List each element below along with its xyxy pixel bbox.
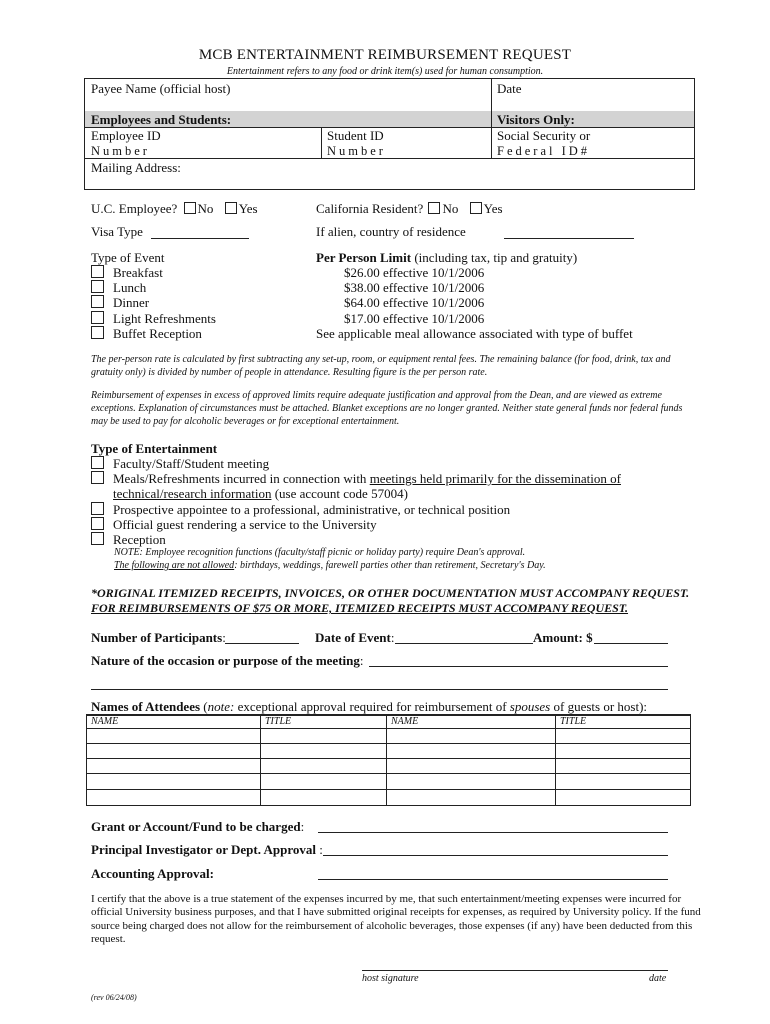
nature-input-line[interactable] [369,666,668,667]
table-row [86,789,691,790]
visitors-only-header: Visitors Only: [497,112,575,127]
ent-official-guest-checkbox[interactable] [91,517,104,530]
ent-meals-refreshments[interactable] [91,471,711,486]
ent-meals-refreshments-checkbox[interactable] [91,471,104,484]
grant-label: Grant or Account/Fund to be charged [91,819,301,834]
ent-faculty-meeting-checkbox[interactable] [91,456,104,469]
attendees-table-divider-3 [555,716,556,805]
event-buffet-reception[interactable] [91,326,216,341]
table-row [86,743,691,744]
date-of-event-label: Date of Event [315,630,391,645]
note-not-allowed [114,560,546,571]
receipts-notice-1: *ORIGINAL ITEMIZED RECEIPTS, INVOICES, OR OTHER DOCUMENTATION MUST ACCOMPANY REQUEST. [91,586,690,600]
federal-id-label: Federal ID# [497,144,591,158]
uc-employee-yes-label: Yes [238,201,258,216]
receipts-notice-2: FOR REIMBURSEMENTS OF $75 OR MORE, ITEMIZED RECEIPTS MUST ACCOMPANY REQUEST. [91,601,629,615]
event-dinner-label: Dinner [113,295,150,311]
uc-employee-no-label: No [197,201,214,216]
event-breakfast-checkbox[interactable] [91,265,104,278]
type-of-entertainment-heading: Type of Entertainment [91,441,218,456]
amount-label: Amount: $ [533,630,593,645]
ent-prospective-appointee-checkbox[interactable] [91,502,104,515]
event-lunch-checkbox[interactable] [91,280,104,293]
alien-country-label: If alien, country of residence [316,224,466,239]
pi-colon: : [315,842,323,857]
certification-statement: I certify that the above is a true statement of the expenses incurred by me, that such entertainment/meeting expenses were incurred for official University business purposes, and that I have submitted original receipts for expenses, as required by University policy. If the fund source being charged does not allow for the reimbursement of alcoholic beverages, those expenses (if any) have been deducted from this request. [91,893,701,946]
ca-resident-no-checkbox[interactable] [428,202,440,214]
limit-breakfast: $26.00 effective 10/1/2006 [344,265,485,280]
ent-faculty-meeting[interactable] [91,456,711,471]
date-field[interactable]: Date [497,81,522,96]
ent-reception-label: Reception [113,532,166,548]
alien-country-input-line[interactable] [504,238,634,239]
pi-row [91,842,323,858]
ent-meals-label-c: technical/research information [113,486,272,502]
ent-meals-continuation [91,486,711,501]
attendees-table-left-edge [86,716,87,805]
attendees-table-divider-2 [386,716,387,805]
per-person-limit-note: (including tax, tip and gratuity) [411,250,578,265]
names-note-b: note: [207,699,235,714]
ent-prospective-appointee-label: Prospective appointee to a professional, administrative, or technical position [113,501,511,517]
mailing-address-field[interactable]: Mailing Address: [91,160,181,175]
event-list [91,265,216,341]
names-note-e: of guests or host): [550,699,648,714]
per-person-limit-heading [316,250,577,266]
per-person-limit-label: Per Person Limit [316,250,412,265]
limit-light-refreshments: $17.00 effective 10/1/2006 [344,310,485,326]
per-person-limits-list [344,265,484,326]
uc-employee-yes-checkbox[interactable] [225,202,237,214]
table-row [86,773,691,774]
uc-employee-no-checkbox[interactable] [184,202,196,214]
pi-approval-input-line[interactable] [323,855,668,856]
employees-students-header: Employees and Students: [91,112,232,127]
grant-colon: : [300,819,305,834]
names-note-a: ( [200,699,208,714]
host-signature-line[interactable] [362,970,668,971]
ent-meals-label-a: Meals/Refreshments incurred in connection with [113,471,370,487]
event-breakfast[interactable] [91,265,216,280]
ca-resident-row [316,201,503,217]
visa-type-input-line[interactable] [151,238,249,239]
form-subtitle: Entertainment refers to any food or drink item(s) used for human consumption. [226,66,544,77]
limit-lunch: $38.00 effective 10/1/2006 [344,280,485,296]
payee-name-field[interactable]: Payee Name (official host) [91,81,231,96]
visa-type-label: Visa Type [91,224,143,239]
student-id-label[interactable]: Student ID [327,128,384,143]
ca-resident-yes-label: Yes [483,201,503,216]
accounting-approval-label: Accounting Approval: [91,866,214,881]
student-number-label: Number [327,144,386,158]
ent-official-guest[interactable] [91,517,711,532]
names-label: Names of Attendees [91,699,201,714]
event-lunch-label: Lunch [113,280,147,296]
ent-official-guest-label: Official guest rendering a service to the University [113,516,377,532]
employee-id-label[interactable]: Employee ID [91,128,161,143]
ent-meals-label-d: (use account code 57004) [271,486,408,502]
revision-date: (rev 06/24/08) [91,993,137,1002]
event-lunch[interactable] [91,280,216,295]
ca-resident-label: California Resident? [316,201,424,216]
signature-date-label: date [649,973,667,984]
host-signature-label: host signature [362,973,419,984]
names-note-c: exceptional approval required for reimbursement of [234,699,510,714]
ent-faculty-meeting-label: Faculty/Staff/Student meeting [113,456,270,471]
col-header-title-2: TITLE [560,716,587,727]
grant-input-line[interactable] [318,832,668,833]
date-of-event-colon: : [390,630,395,645]
entertainment-list [91,456,711,547]
ent-reception-checkbox[interactable] [91,532,104,545]
table-row [86,805,691,806]
attendees-table-top [86,714,691,716]
uc-employee-row [91,201,258,217]
num-participants-label: Number of Participants [91,630,223,645]
event-light-refreshments-label: Light Refreshments [113,310,216,326]
col-header-title-1: TITLE [265,716,292,727]
table-row [86,728,691,729]
limit-dinner: $64.00 effective 10/1/2006 [344,295,485,311]
ent-meals-label-b: meetings held primarily for the dissemination of [369,471,621,487]
names-note-d: spouses [509,699,551,714]
nature-colon: : [359,653,364,668]
participants-row [91,630,226,646]
attendees-table-right-edge [690,716,691,805]
amount-input-line[interactable] [594,643,668,644]
event-breakfast-label: Breakfast [113,265,163,280]
col-header-name-1: NAME [91,716,119,727]
ent-reception[interactable] [91,532,711,547]
nature-row [91,653,364,669]
buffet-note: See applicable meal allowance associated with type of buffet [316,326,633,341]
event-buffet-reception-checkbox[interactable] [91,326,104,339]
event-light-refreshments[interactable] [91,311,216,326]
event-buffet-reception-label: Buffet Reception [113,325,202,341]
names-of-attendees-heading [91,699,647,715]
per-person-rate-paragraph: The per-person rate is calculated by first subtracting any set-up, room, or equipment rental fees. The remaining balance (for food, drink, tax and gratuity only) is divided by number of people in attendance. Resulting figure is the per person rate. [91,354,671,378]
event-light-refreshments-checkbox[interactable] [91,311,104,324]
note-recognition: NOTE: Employee recognition functions (faculty/staff picnic or holiday party) require Dean's approval. [114,547,526,558]
payee-section [84,78,695,190]
accounting-approval-input-line[interactable] [318,879,668,880]
ssn-label[interactable]: Social Security or [497,128,591,143]
grant-row [91,819,304,835]
attendees-table-divider-1 [260,716,261,805]
uc-employee-label: U.C. Employee? [91,201,178,216]
ca-resident-no-label: No [442,201,459,216]
table-row [86,758,691,759]
nature-label: Nature of the occasion or purpose of the meeting [91,653,360,668]
date-of-event-input-line[interactable] [395,643,533,644]
num-participants-input-line[interactable] [225,643,299,644]
event-dinner-checkbox[interactable] [91,295,104,308]
reimbursement-policy-paragraph: Reimbursement of expenses in excess of approved limits require adequate justification and approval from the Dean, and are viewed as extreme exceptions. Explanation of circumstances must be attached. Blanket exceptions are no longer granted. Neither state general funds nor federal funds may be used to pay for alcoholic beverages or for exceptional entertainment. [91,390,683,427]
pi-label: Principal Investigator or Dept. Approval [91,842,316,857]
date-of-event-row [315,630,394,646]
event-dinner[interactable] [91,295,216,310]
num-participants-colon: : [222,630,226,645]
ca-resident-yes-checkbox[interactable] [470,202,482,214]
employee-number-label: Number [91,144,150,158]
nature-input-line-2[interactable] [91,689,668,690]
type-of-event-heading: Type of Event [91,250,165,265]
ent-prospective-appointee[interactable] [91,502,711,517]
note-not-allowed-list: : birthdays, weddings, farewell parties other than retirement, Secretary's Day. [234,560,546,571]
col-header-name-2: NAME [391,716,419,727]
note-not-allowed-heading: The following are not allowed [114,560,235,571]
form-title: MCB ENTERTAINMENT REIMBURSEMENT REQUEST [198,47,572,63]
